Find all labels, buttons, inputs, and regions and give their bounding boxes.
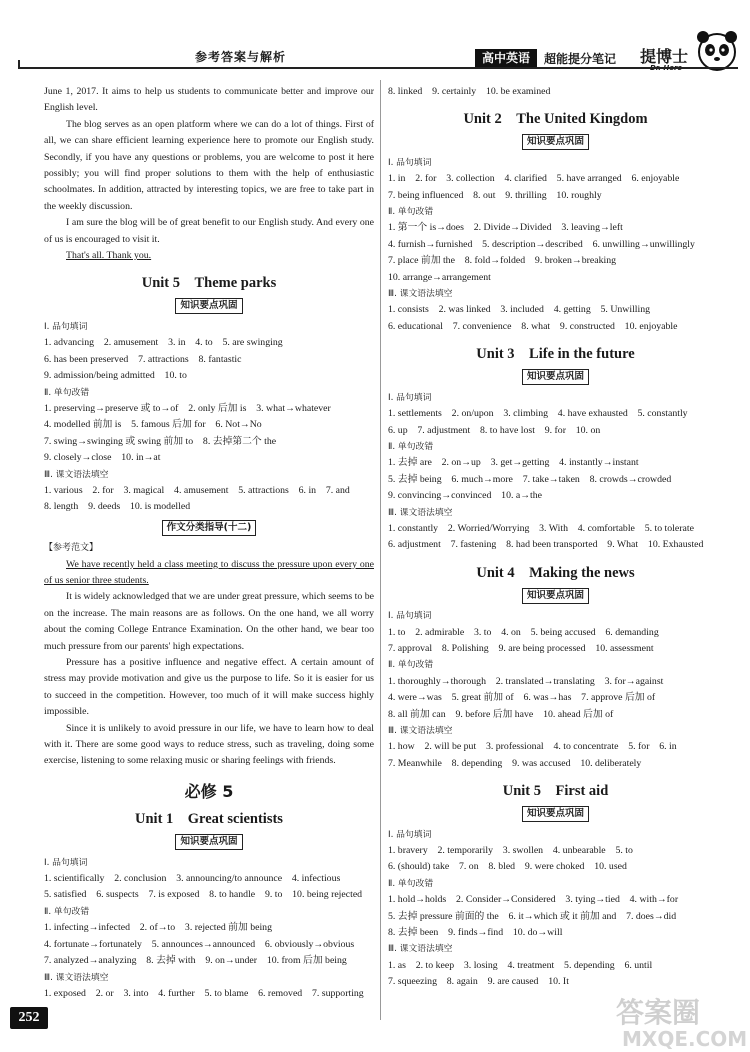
section-heading: Ⅲ. 课文语法填空 bbox=[388, 507, 453, 518]
answer-line: 7. place 前加 the 8. fold→folded 9. broken→breaking bbox=[388, 255, 616, 267]
section-heading: Ⅲ. 课文语法填空 bbox=[44, 972, 109, 983]
answer-line: 1. various 2. for 3. magical 4. amusement 5. attractions 6. in 7. and bbox=[44, 484, 350, 496]
page-header bbox=[0, 0, 750, 80]
section-heading: Ⅲ. 课文语法填空 bbox=[388, 726, 453, 736]
answer-line: 9. closely→close 10. in→at bbox=[44, 452, 161, 464]
answer-line: 8. all 前加 can 9. before 后加 have 10. ahead 后加 of bbox=[388, 708, 614, 720]
answer-line: 8. length 9. deeds 10. is modelled bbox=[44, 501, 191, 513]
essay-paragraph: Since it is unlikely to avoid pressure in our life, we have to learn how to deal with it. There are some good ways to reduce stress, such as traveling, doing some exercise, listening to some relaxing music or sharing feelings with friends. bbox=[44, 722, 374, 767]
answer-line: 1. constantly 2. Worried/Worrying 3. With 4. comfortable 5. to tolerate bbox=[388, 522, 694, 534]
right-column bbox=[388, 84, 723, 991]
left-column bbox=[44, 84, 374, 1002]
section-heading: Ⅱ. 单句改错 bbox=[44, 906, 90, 917]
section-heading: Ⅱ. 单句改错 bbox=[388, 441, 434, 452]
answer-line: 6. educational 7. convenience 8. what 9. constructed 10. enjoyable bbox=[388, 320, 678, 332]
answer-line: 7. squeezing 8. again 9. are caused 10. It bbox=[388, 976, 569, 988]
answer-line: 1. 第一个 is→does 2. Divide→Divided 3. leaving→left bbox=[388, 222, 623, 234]
answer-line: 1. preserving→preserve 或 to→of 2. only 后加 is 3. what→whatever bbox=[44, 402, 331, 414]
essay-paragraph: I am sure the blog will be of great benefit to our English study. And every one of us is encouraged to visit it. bbox=[44, 217, 374, 245]
answer-line: 1. how 2. will be put 3. professional 4. to concentrate 5. for 6. in bbox=[388, 741, 677, 753]
header-left-bracket bbox=[18, 60, 178, 67]
answer-line: 8. linked 9. certainly 10. be examined bbox=[388, 86, 551, 97]
section-heading: Ⅱ. 单句改错 bbox=[388, 660, 434, 671]
answer-line: 1. hold→holds 2. Consider→Considered 3. tying→tied 4. with→for bbox=[388, 894, 679, 906]
answer-line: 9. admission/being admitted 10. to bbox=[44, 370, 187, 382]
section-title: 参考答案与解析 bbox=[195, 50, 287, 64]
answer-line: 6. up 7. adjustment 8. to have lost 9. for 10. on bbox=[388, 424, 601, 436]
answer-line: 9. convincing→convinced 10. a→the bbox=[388, 490, 542, 502]
answer-line: 4. were→was 5. great 前加 of 6. was→has 7. approve 后加 of bbox=[388, 692, 656, 704]
section-heading: Ⅰ. 品句填词 bbox=[388, 157, 432, 168]
essay-paragraph: Pressure has a positive influence and negative effect. A certain amount of stress may provide motivation and give us the purpose to life. So it is easier for us to succeed in the competition. However, too much of it will make success highly impossible. bbox=[44, 657, 374, 718]
page-number: 252 bbox=[10, 1007, 48, 1029]
reference-essay-label: 【参考范文】 bbox=[44, 543, 99, 554]
unit-title: Unit 4 Making the news bbox=[476, 564, 635, 581]
unit-title: Unit 1 Great scientists bbox=[135, 811, 283, 828]
essay-paragraph: We have recently held a class meeting to discuss the pressure upon every one of us senior three students. bbox=[44, 558, 374, 586]
series-subtitle: 超能提分笔记 bbox=[544, 52, 617, 66]
section-heading: Ⅱ. 单句改错 bbox=[388, 207, 434, 218]
subject-badge: 高中英语 bbox=[475, 49, 537, 67]
answer-line: 1. infecting→infected 2. of→to 3. rejected 前加 being bbox=[44, 922, 272, 934]
essay-paragraph: That's all. Thank you. bbox=[66, 250, 152, 262]
answer-line: 6. adjustment 7. fastening 8. had been transported 9. What 10. Exhausted bbox=[388, 539, 704, 551]
answer-line: 1. exposed 2. or 3. into 4. further 5. to blame 6. removed 7. supporting bbox=[44, 987, 364, 999]
section-heading: Ⅲ. 课文语法填空 bbox=[44, 469, 109, 480]
answer-line: 7. approval 8. Polishing 9. are being processed 10. assessment bbox=[388, 642, 654, 654]
watermark-url: MXQE.COM bbox=[622, 1027, 748, 1051]
answer-line: 1. 去掉 are 2. on→up 3. get→getting 4. instantly→instant bbox=[388, 457, 639, 469]
unit-title: Unit 5 Theme parks bbox=[141, 275, 277, 292]
section-heading: Ⅱ. 单句改错 bbox=[388, 878, 434, 889]
section-heading: Ⅰ. 品句填词 bbox=[388, 611, 432, 622]
answer-line: 1. as 2. to keep 3. losing 4. treatment 5. depending 6. until bbox=[388, 959, 653, 971]
answer-line: 1. scientifically 2. conclusion 3. announcing/to announce 4. infectious bbox=[44, 873, 341, 885]
answer-line: 4. modelled 前加 is 5. famous 后加 for 6. Not→No bbox=[44, 419, 262, 431]
answer-line: 1. thoroughly→thorough 2. translated→translating 3. for→against bbox=[388, 675, 664, 687]
answer-line: 1. in 2. for 3. collection 4. clarified 5. have arranged 6. enjoyable bbox=[388, 173, 680, 185]
answer-line: 5. 去掉 being 6. much→more 7. take→taken 8. crowds→crowded bbox=[388, 473, 672, 485]
section-heading: Ⅰ. 品句填词 bbox=[388, 829, 432, 840]
section-heading: Ⅲ. 课文语法填空 bbox=[388, 944, 453, 955]
volume-title: 必修 5 bbox=[184, 781, 234, 801]
answer-line: 5. 去掉 pressure 前面的 the 6. it→which 或 it 前加 and 7. does→did bbox=[388, 910, 677, 922]
header-rule bbox=[18, 67, 738, 69]
answer-line: 6. has been preserved 7. attractions 8. fantastic bbox=[44, 353, 242, 365]
column-divider bbox=[380, 80, 381, 1020]
answer-line: 1. consists 2. was linked 3. included 4. getting 5. Unwilling bbox=[388, 304, 651, 316]
answer-line: 7. analyzed→analyzing 8. 去掉 with 9. on→under 10. from 后加 being bbox=[44, 955, 347, 967]
essay-paragraph: It is widely acknowledged that we are under great pressure, which seems to be on the increase. The main reasons are as follows. On the one hand, we all worry about the coming College Entrance Examination. On the other hand, we bear too much pressure from our parents' high expectations. bbox=[44, 591, 374, 652]
watermark-logo-icon bbox=[608, 990, 748, 1052]
watermark-text: 答案圈 bbox=[616, 996, 701, 1029]
section-box: 知识要点巩固 bbox=[44, 298, 374, 314]
answer-line: 7. being influenced 8. out 9. thrilling 10. roughly bbox=[388, 189, 602, 201]
section-box: 知识要点巩固 bbox=[388, 588, 723, 604]
writing-guide-box: 作文分类指导(十二) bbox=[44, 520, 374, 536]
answer-line: 5. satisfied 6. suspects 7. is exposed 8. to handle 9. to 10. being rejected bbox=[44, 889, 363, 901]
section-heading: Ⅰ. 品句填词 bbox=[44, 857, 88, 868]
answer-line: 10. arrange→arrangement bbox=[388, 271, 491, 283]
unit-title: Unit 5 First aid bbox=[502, 783, 609, 800]
unit-title: Unit 2 The United Kingdom bbox=[463, 111, 648, 128]
section-box: 知识要点巩固 bbox=[388, 369, 723, 385]
brand-name: 提博士 bbox=[640, 47, 689, 66]
essay-paragraph: The blog serves as an open platform where we can do a lot of things. First of all, we can share efficient learning experience here to promote our English study. Secondly, if you have any questions or problems, you are welcome to post it here possibly; you will find proper solutions to them with the help of enthusiastic schoolmates. In addition, attracted by interesting topics, we are free to take part in the weekly discussion. bbox=[44, 118, 374, 212]
answer-line: 6. (should) take 7. on 8. bled 9. were choked 10. used bbox=[388, 861, 627, 873]
answer-line: 4. fortunate→fortunately 5. announces→announced 6. obviously→obvious bbox=[44, 938, 355, 950]
section-box: 知识要点巩固 bbox=[388, 806, 723, 822]
answer-line: 1. settlements 2. on/upon 3. climbing 4. have exhausted 5. constantly bbox=[388, 408, 688, 420]
answer-line: 1. advancing 2. amusement 3. in 4. to 5. are swinging bbox=[44, 337, 283, 349]
essay-paragraph: June 1, 2017. It aims to help us students to communicate better and improve our English level. bbox=[44, 86, 374, 114]
answer-line: 7. Meanwhile 8. depending 9. was accused 10. deliberately bbox=[388, 757, 642, 769]
section-heading: Ⅲ. 课文语法填空 bbox=[388, 289, 453, 300]
answer-line: 1. to 2. admirable 3. to 4. on 5. being accused 6. demanding bbox=[388, 626, 659, 638]
answer-line: 1. bravery 2. temporarily 3. swollen 4. unbearable 5. to bbox=[388, 845, 633, 857]
section-box: 知识要点巩固 bbox=[388, 134, 723, 150]
section-heading: Ⅰ. 品句填词 bbox=[388, 392, 432, 403]
answer-line: 7. swing→swinging 或 swing 前加 to 8. 去掉第二个 the bbox=[44, 435, 277, 447]
answer-line: 8. 去掉 been 9. finds→find 10. do→will bbox=[388, 927, 563, 939]
section-heading: Ⅱ. 单句改错 bbox=[44, 387, 90, 398]
section-heading: Ⅰ. 品句填词 bbox=[44, 321, 88, 332]
answer-line: 4. furnish→furnished 5. description→described 6. unwilling→unwillingly bbox=[388, 238, 695, 250]
section-box: 知识要点巩固 bbox=[44, 834, 374, 850]
unit-title: Unit 3 Life in the future bbox=[476, 346, 635, 363]
